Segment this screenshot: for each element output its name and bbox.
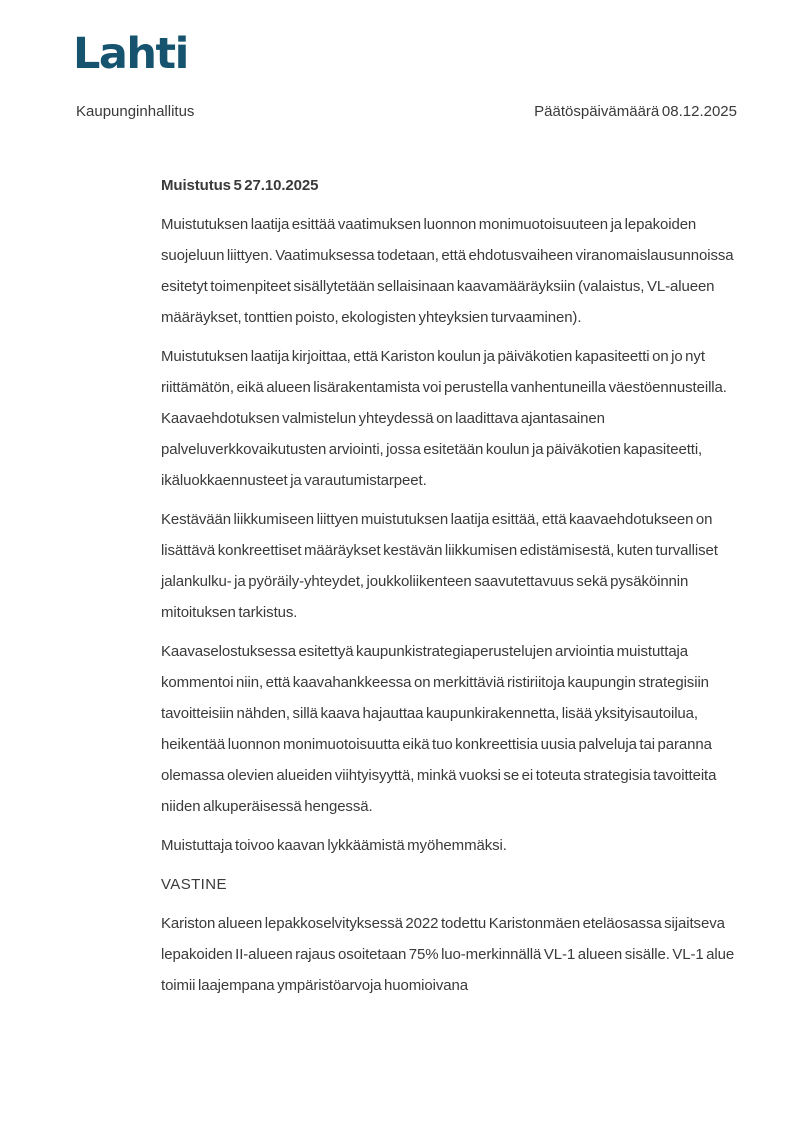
document-header bbox=[76, 103, 737, 120]
lahti-logo: Lahti bbox=[73, 29, 188, 79]
header-decision-date: Päätöspäivämäärä 08.12.2025 bbox=[534, 103, 737, 120]
paragraph-sustainable-mobility: Kestävään liikkumiseen liittyen muistutuksen laatija esittää, että kaavaehdotukseen on lisättävä konkreettiset määräykset kestävän liikkumisen edistämisestä, kuten turvalliset jalankulku- ja pyöräily-yhteydet, joukkoliikenteen saavutettavuus sekä pysäköinnin mitoituksen tarkistus. bbox=[161, 511, 718, 621]
paragraph-objection-nature: Muistutuksen laatija esittää vaatimuksen luonnon monimuotoisuuteen ja lepakoiden suojeluun liittyen. Vaatimuksessa todetaan, että ehdotusvaiheen viranomaislausunnoissa esitetyt toimenpiteet sisällytetään sellaisinaan kaavamääräyksiin (valaistus, VL-alueen määräykset, tonttien poisto, ekologisten yhteyksien turvaaminen). bbox=[161, 216, 734, 326]
paragraph-school-capacity: Muistutuksen laatija kirjoittaa, että Kariston koulun ja päiväkotien kapasiteetti on jo nyt riittämätön, eikä alueen lisärakentamista voi perustella vanhentuneilla väestöennusteilla. Kaavaehdotuksen valmistelun yhteydessä on laadittava ajantasainen palveluverkkovaikutusten arviointi, jossa esitetään koulun ja päiväkotien kapasiteetti, ikäluokkaennusteet ja varautumistarpeet. bbox=[161, 348, 727, 489]
header-organization: Kaupunginhallitus bbox=[76, 103, 195, 120]
paragraph-city-strategy: Kaavaselostuksessa esitettyä kaupunkistrategiaperustelujen arviointia muistuttaja kommentoi niin, että kaavahankkeessa on merkittäviä ristiriitoja kaupungin strategisiin tavoitteisiin nähden, sillä kaava hajauttaa kaupunkirakennetta, lisää yksityisautoilua, heikentää luonnon monimuotoisuutta eikä tuo konkreettisia uusia palveluja tai paranna olemassa olevien alueiden viihtyisyyttä, minkä vuoksi se ei toteuta strategisia tavoitteita niiden alkuperäisessä hengessä. bbox=[161, 643, 717, 815]
memo-heading: Muistutus 5 27.10.2025 bbox=[161, 177, 319, 194]
document-body bbox=[161, 170, 739, 1009]
paragraph-response-bat-survey: Kariston alueen lepakkoselvityksessä 2022 todettu Karistonmäen eteläosassa sijaitseva lepakoiden II-alueen rajaus osoitetaan 75% luo-merkinnällä VL-1 alueen sisälle. VL-1 alue toimii laajempana ympäristöarvoja huomioivana bbox=[161, 915, 735, 994]
section-heading-vastine: VASTINE bbox=[161, 876, 227, 893]
paragraph-postponement-wish: Muistuttaja toivoo kaavan lykkäämistä myöhemmäksi. bbox=[161, 837, 507, 854]
